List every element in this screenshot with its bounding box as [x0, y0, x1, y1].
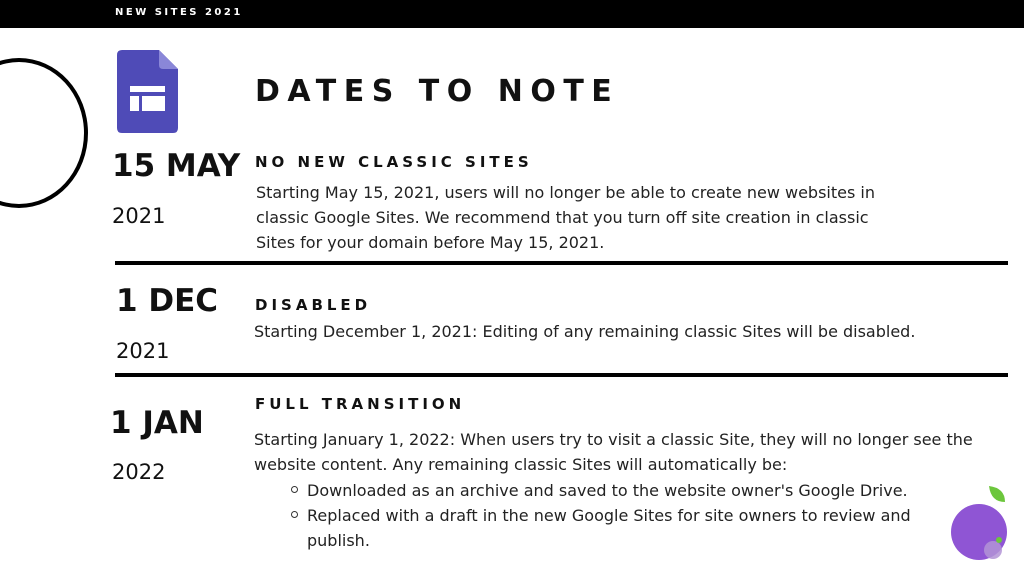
top-bar [0, 0, 1024, 28]
list-item-text: Replaced with a draft in the new Google Sites for site owners to review and publish. [307, 506, 911, 550]
section-3-year: 2022 [112, 460, 166, 484]
body-line: Sites for your domain before May 15, 2021. [256, 233, 605, 252]
divider [115, 373, 1008, 377]
transition-bullet-list [290, 478, 930, 553]
list-item [290, 503, 930, 553]
hollow-circle-bullet-icon [291, 486, 298, 493]
list-item [290, 478, 930, 503]
body-line: Starting January 1, 2022: When users try to visit a classic Site, they will no longer see the [254, 430, 973, 449]
body-line: Starting December 1, 2021: Editing of any remaining classic Sites will be disabled. [254, 322, 916, 341]
list-item-text: Downloaded as an archive and saved to the website owner's Google Drive. [307, 481, 908, 500]
plum-icon [945, 484, 1015, 564]
header-label: NEW SITES 2021 [115, 7, 243, 18]
body-line: classic Google Sites. We recommend that you turn off site creation in classic [256, 208, 869, 227]
section-2-year: 2021 [116, 339, 170, 363]
section-3-heading: FULL TRANSITION [255, 395, 466, 413]
section-2-date: 1 DEC [116, 283, 219, 319]
page-title: DATES TO NOTE [255, 74, 620, 109]
body-line: Starting May 15, 2021, users will no longer be able to create new websites in [256, 183, 875, 202]
section-1-date: 15 MAY [112, 148, 241, 184]
section-1-heading: NO NEW CLASSIC SITES [255, 153, 533, 171]
section-1-body [256, 180, 956, 255]
google-sites-icon [117, 50, 178, 133]
section-2-heading: DISABLED [255, 296, 372, 314]
section-3-date: 1 JAN [110, 405, 204, 441]
body-line: website content. Any remaining classic Sites will automatically be: [254, 455, 788, 474]
hollow-circle-bullet-icon [291, 511, 298, 518]
section-3-body [254, 427, 994, 477]
section-2-body [254, 319, 974, 344]
section-1-year: 2021 [112, 204, 166, 228]
divider [115, 261, 1008, 265]
decorative-circle [0, 58, 88, 208]
